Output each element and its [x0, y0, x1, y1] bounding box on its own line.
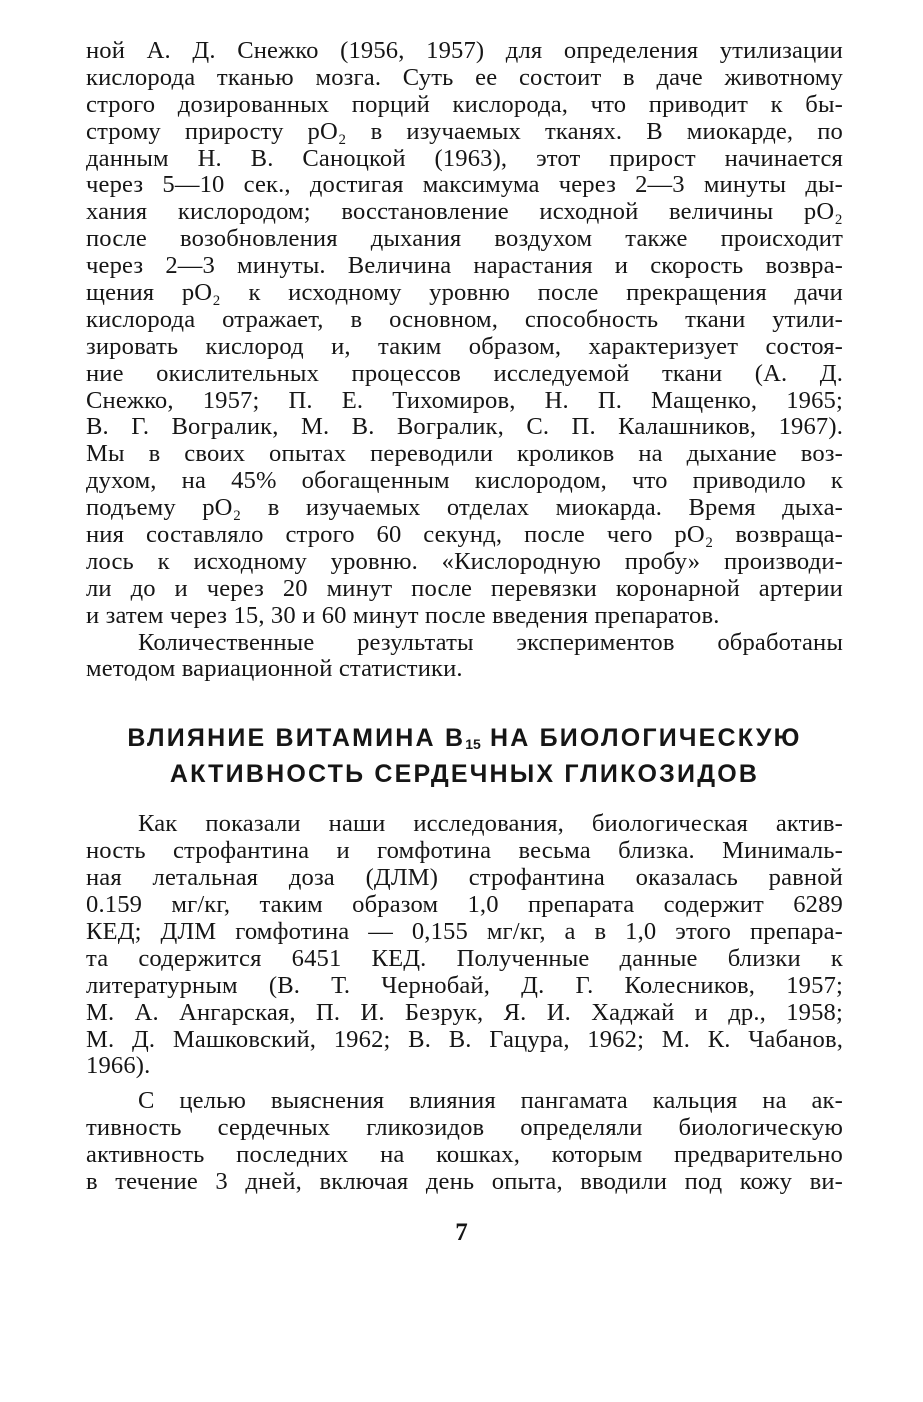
text-line: тивность сердечных гликозидов определяли биологическую — [86, 1114, 843, 1142]
text-line: активность последних на кошках, которым предварительно — [86, 1141, 843, 1169]
heading-text: НА БИОЛОГИЧЕСКУЮ — [480, 724, 802, 753]
text-line: лось к исходному уровню. «Кислородную пробу» производи- — [86, 547, 843, 575]
text-line: щения pO₂ к исходному уровню после прекращения дачи — [86, 279, 843, 307]
text-line: ность строфантина и гомфотина весьма близка. Минималь- — [86, 837, 843, 865]
page-body — [86, 38, 843, 1196]
text-line: С целью выяснения влияния пангамата кальция на ак- — [138, 1087, 843, 1115]
text-line: ние окислительных процессов исследуемой ткани (А. Д. — [86, 359, 843, 387]
heading-line-1 — [86, 723, 843, 759]
text-line: та содержится 6451 КЕД. Полученные данные близки к — [86, 944, 843, 972]
text-line: 0.159 мг/кг, таким образом 1,0 препарата содержит 6289 — [86, 891, 843, 919]
text-line: Мы в своих опытах переводили кроликов на дыхание воз- — [86, 440, 843, 468]
text-line: хания кислородом; восстановление исходной величины pO₂ — [86, 198, 843, 226]
heading-subscript: 15 — [465, 736, 481, 753]
section-heading — [86, 723, 843, 789]
paragraph-calcium-pangamate — [86, 1088, 843, 1196]
heading-line-2: АКТИВНОСТЬ СЕРДЕЧНЫХ ГЛИКОЗИДОВ — [169, 760, 760, 789]
text-line: через 2—3 минуты. Величина нарастания и скорость возвра- — [86, 252, 843, 280]
text-line: строму приросту pO₂ в изучаемых тканях. В миокарде, по — [86, 117, 843, 145]
text-line: Количественные результаты экспериментов обработаны — [138, 628, 843, 656]
text-line: КЕД; ДЛМ гомфотина — 0,155 мг/кг, а в 1,0 этого препара- — [86, 917, 843, 945]
text-line: кислорода тканью мозга. Суть ее состоит в даче животному — [86, 63, 843, 91]
paragraph-oxygen-test — [86, 38, 843, 630]
text-line: ная летальная доза (ДЛМ) строфантина оказалась равной — [86, 864, 843, 892]
text-line: литературным (В. Т. Чернобай, Д. Г. Колесников, 1957; — [86, 971, 843, 999]
paragraph-statistics — [86, 630, 843, 684]
text-line: ли до и через 20 минут после перевязки коронарной артерии — [86, 574, 843, 602]
text-line: ной А. Д. Снежко (1956, 1957) для определения утилизации — [86, 37, 843, 64]
text-line: кислорода отражает, в основном, способность ткани утили- — [86, 305, 843, 333]
text-line: и затем через 15, 30 и 60 минут после введения препаратов. — [86, 601, 720, 629]
text-line: ния составляло строго 60 секунд, после чего pO₂ возвраща- — [86, 521, 843, 549]
text-line: методом вариационной статистики. — [86, 655, 463, 683]
text-line: через 5—10 сек., достигая максимума через 2—3 минуты ды- — [86, 171, 843, 199]
page-number: 7 — [455, 1219, 468, 1246]
text-line: М. Д. Машковский, 1962; В. В. Гацура, 1962; М. К. Чабанов, — [86, 1025, 843, 1053]
text-line: М. А. Ангарская, П. И. Безрук, Я. И. Хаджай и др., 1958; — [86, 998, 843, 1026]
text-line: 1966). — [86, 1052, 151, 1080]
heading-text: ВЛИЯНИЕ ВИТАМИНА B — [127, 724, 466, 753]
text-line: Снежко, 1957; П. Е. Тихомиров, Н. П. Мащенко, 1965; — [86, 386, 843, 414]
text-line: в течение 3 дней, включая день опыта, вводили под кожу ви- — [86, 1167, 843, 1195]
text-line: подъему pO₂ в изучаемых отделах миокарда. Время дыха- — [86, 494, 843, 522]
text-line: строго дозированных порций кислорода, что приводит к бы- — [86, 90, 843, 118]
text-line: Как показали наши исследования, биологическая актив- — [138, 810, 843, 838]
paragraph-glycoside-activity — [86, 811, 843, 1080]
text-line: В. Г. Вогралик, М. В. Вогралик, С. П. Калашников, 1967). — [86, 413, 843, 441]
text-line: духом, на 45% обогащенным кислородом, что приводило к — [86, 467, 843, 495]
text-line: данным Н. В. Саноцкой (1963), этот прирост начинается — [86, 144, 843, 172]
text-line: зировать кислород и, таким образом, характеризует состоя- — [86, 332, 843, 360]
text-line: после возобновления дыхания воздухом также происходит — [86, 225, 843, 253]
